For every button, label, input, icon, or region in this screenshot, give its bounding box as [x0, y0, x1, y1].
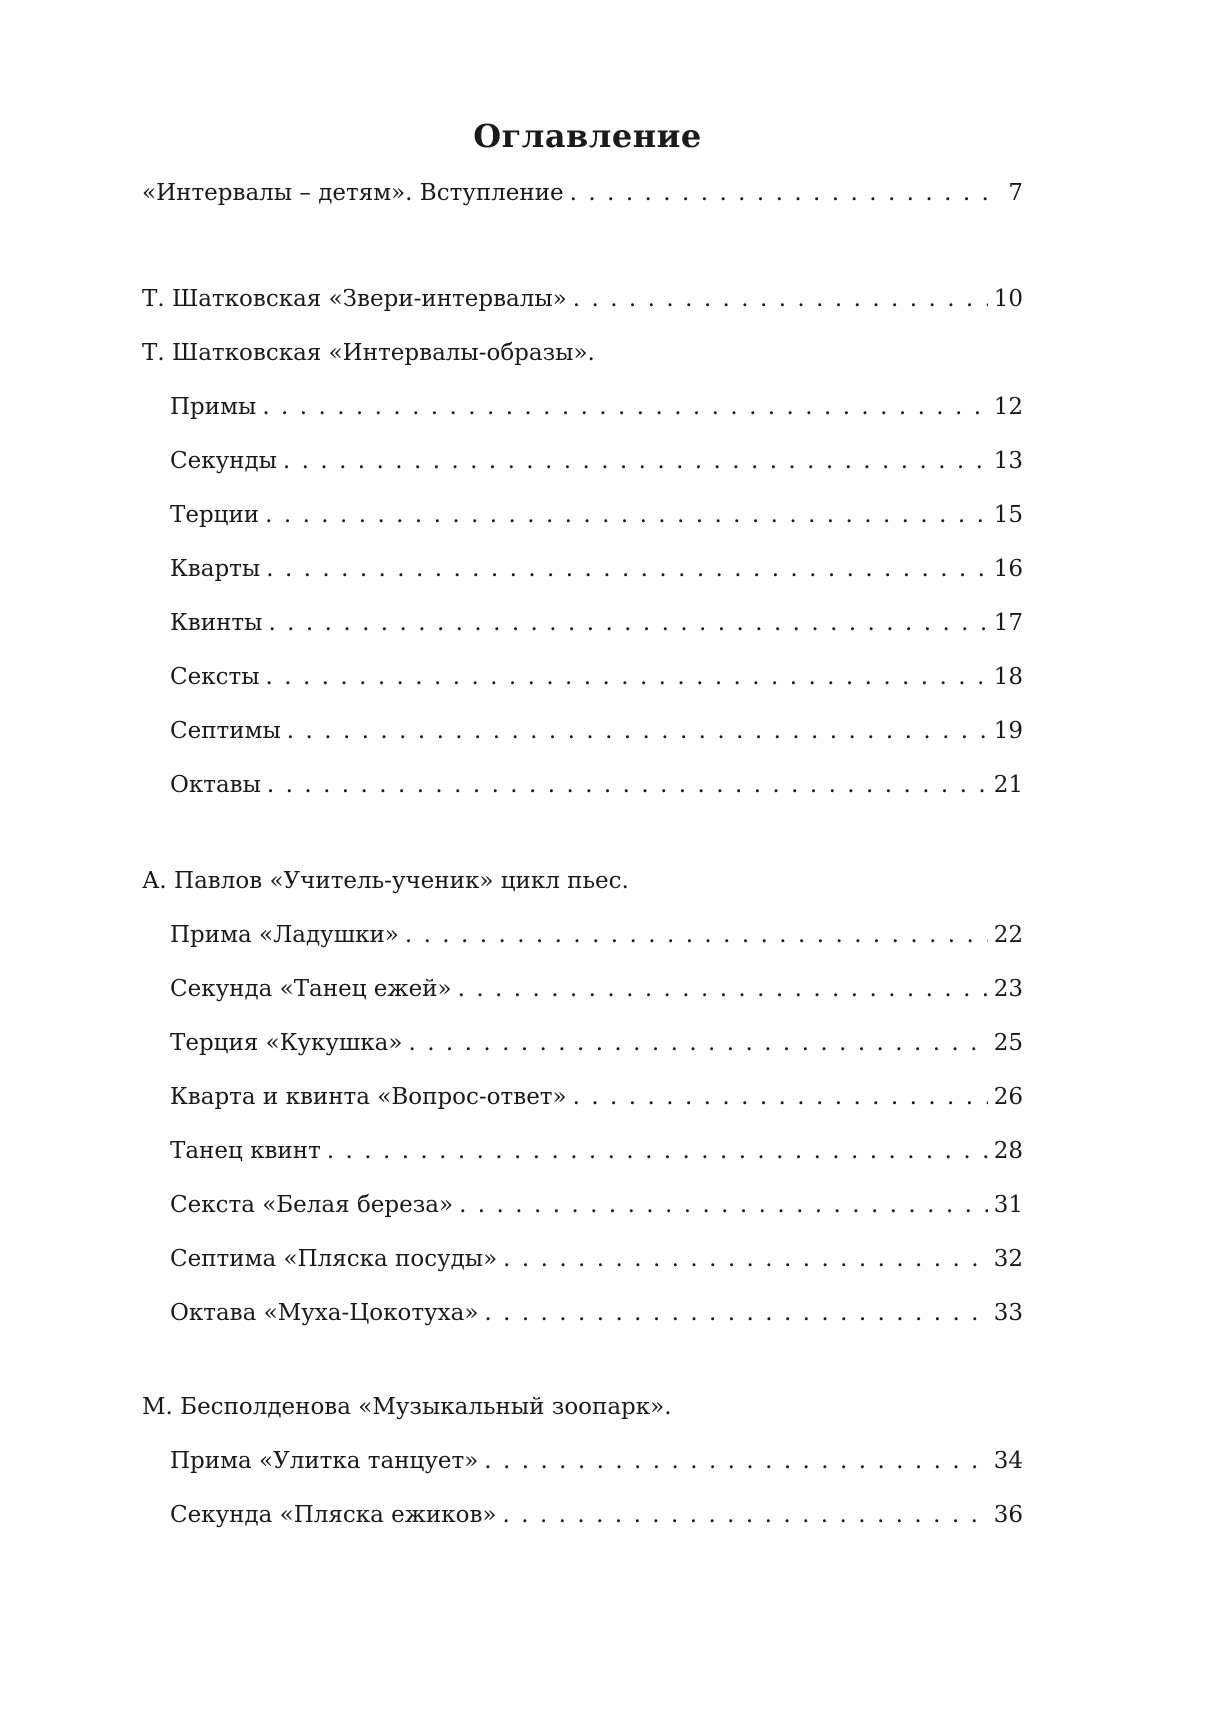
- dot-leader: [570, 176, 989, 210]
- toc-entry-page: 22: [993, 922, 1023, 948]
- dot-leader: [327, 1134, 988, 1168]
- toc-entry[interactable]: [170, 498, 1023, 532]
- toc-entry-label: Сексты: [170, 664, 260, 690]
- toc-entry-label: Септима «Пляска посуды»: [170, 1246, 498, 1272]
- dot-leader: [573, 282, 988, 316]
- dot-leader: [287, 714, 988, 748]
- toc-section-heading: [142, 336, 1023, 370]
- toc-entry-page: 26: [993, 1084, 1023, 1110]
- toc-entry-label: Секста «Белая береза»: [170, 1192, 454, 1218]
- toc-entry[interactable]: [170, 714, 1023, 748]
- toc-section-heading: [142, 864, 1023, 898]
- dot-leader: [268, 606, 987, 640]
- toc-section-title: М. Бесполденова «Музыкальный зоопарк».: [142, 1394, 672, 1420]
- toc-entry-label: Кварта и квинта «Вопрос-ответ»: [170, 1084, 567, 1110]
- toc-entry[interactable]: [170, 918, 1023, 952]
- toc-entry-page: 23: [993, 976, 1023, 1002]
- dot-leader: [459, 1188, 988, 1222]
- toc-entry-label: Октавы: [170, 772, 261, 798]
- toc-entry-label: Секунда «Пляска ежиков»: [170, 1502, 497, 1528]
- page-title: Оглавление: [473, 117, 702, 155]
- toc-entry[interactable]: [170, 1242, 1023, 1276]
- toc-entry-label: Квинты: [170, 610, 263, 636]
- toc-entry-page: 10: [993, 286, 1023, 312]
- toc-entry-label: Терции: [170, 502, 260, 528]
- dot-leader: [405, 918, 988, 952]
- dot-leader: [267, 768, 988, 802]
- toc-entry-page: 15: [993, 502, 1023, 528]
- dot-leader: [283, 444, 988, 478]
- toc-entry-page: 16: [993, 556, 1023, 582]
- dot-leader: [265, 498, 988, 532]
- toc-entry[interactable]: [170, 1444, 1023, 1478]
- toc-entry[interactable]: [170, 1296, 1023, 1330]
- dot-leader: [484, 1296, 987, 1330]
- toc-entry-page: 33: [993, 1300, 1023, 1326]
- toc-entry-label: «Интервалы – детям». Вступление: [142, 180, 564, 206]
- toc-entry-page: 21: [993, 772, 1023, 798]
- toc-entry-page: 13: [993, 448, 1023, 474]
- toc-entry-label: Прима «Улитка танцует»: [170, 1448, 479, 1474]
- toc-entry-label: Секунды: [170, 448, 277, 474]
- toc-entry-page: 25: [993, 1030, 1023, 1056]
- toc-entry-label: Кварты: [170, 556, 261, 582]
- toc-entry[interactable]: [170, 768, 1023, 802]
- toc-entry[interactable]: [170, 660, 1023, 694]
- toc-entry-page: 12: [993, 394, 1023, 420]
- dot-leader: [408, 1026, 987, 1060]
- toc-entry[interactable]: [170, 1080, 1023, 1114]
- toc-entry[interactable]: [170, 552, 1023, 586]
- toc-entry-page: 34: [993, 1448, 1023, 1474]
- toc-entry-label: Септимы: [170, 718, 281, 744]
- toc-entry-intro[interactable]: [142, 176, 1023, 210]
- toc-entry[interactable]: [170, 1188, 1023, 1222]
- toc-entry-label: Терция «Кукушка»: [170, 1030, 403, 1056]
- toc-entry[interactable]: [170, 972, 1023, 1006]
- toc-entry-page: 19: [993, 718, 1023, 744]
- dot-leader: [573, 1080, 988, 1114]
- toc-entry-page: 36: [993, 1502, 1023, 1528]
- toc-entry[interactable]: [170, 390, 1023, 424]
- toc-entry-zveri-intervaly[interactable]: [142, 282, 1023, 316]
- dot-leader: [266, 552, 988, 586]
- dot-leader: [503, 1498, 988, 1532]
- toc-entry-label: Прима «Ладушки»: [170, 922, 399, 948]
- toc-entry[interactable]: [170, 1498, 1023, 1532]
- toc-entry-page: 18: [993, 664, 1023, 690]
- toc-entry[interactable]: [170, 444, 1023, 478]
- dot-leader: [262, 390, 987, 424]
- toc-entry-label: Танец квинт: [170, 1138, 321, 1164]
- dot-leader: [484, 1444, 987, 1478]
- toc-section-heading: [142, 1390, 1023, 1424]
- toc-entry-label: Примы: [170, 394, 257, 420]
- toc-entry-label: Секунда «Танец ежей»: [170, 976, 452, 1002]
- toc-entry[interactable]: [170, 1134, 1023, 1168]
- dot-leader: [458, 972, 988, 1006]
- toc-entry[interactable]: [170, 606, 1023, 640]
- toc-entry-page: 31: [993, 1192, 1023, 1218]
- toc-entry-page: 28: [993, 1138, 1023, 1164]
- toc-section-title: Т. Шатковская «Интервалы-образы».: [142, 340, 595, 366]
- dot-leader: [266, 660, 988, 694]
- toc-entry-label: Октава «Муха-Цокотуха»: [170, 1300, 479, 1326]
- dot-leader: [503, 1242, 988, 1276]
- toc-entry-page: 7: [1008, 180, 1023, 206]
- toc-entry-label: Т. Шатковская «Звери-интервалы»: [142, 286, 567, 312]
- toc-entry-page: 17: [993, 610, 1023, 636]
- toc-entry-page: 32: [993, 1246, 1023, 1272]
- toc-section-title: А. Павлов «Учитель-ученик» цикл пьес.: [142, 868, 629, 894]
- toc-entry[interactable]: [170, 1026, 1023, 1060]
